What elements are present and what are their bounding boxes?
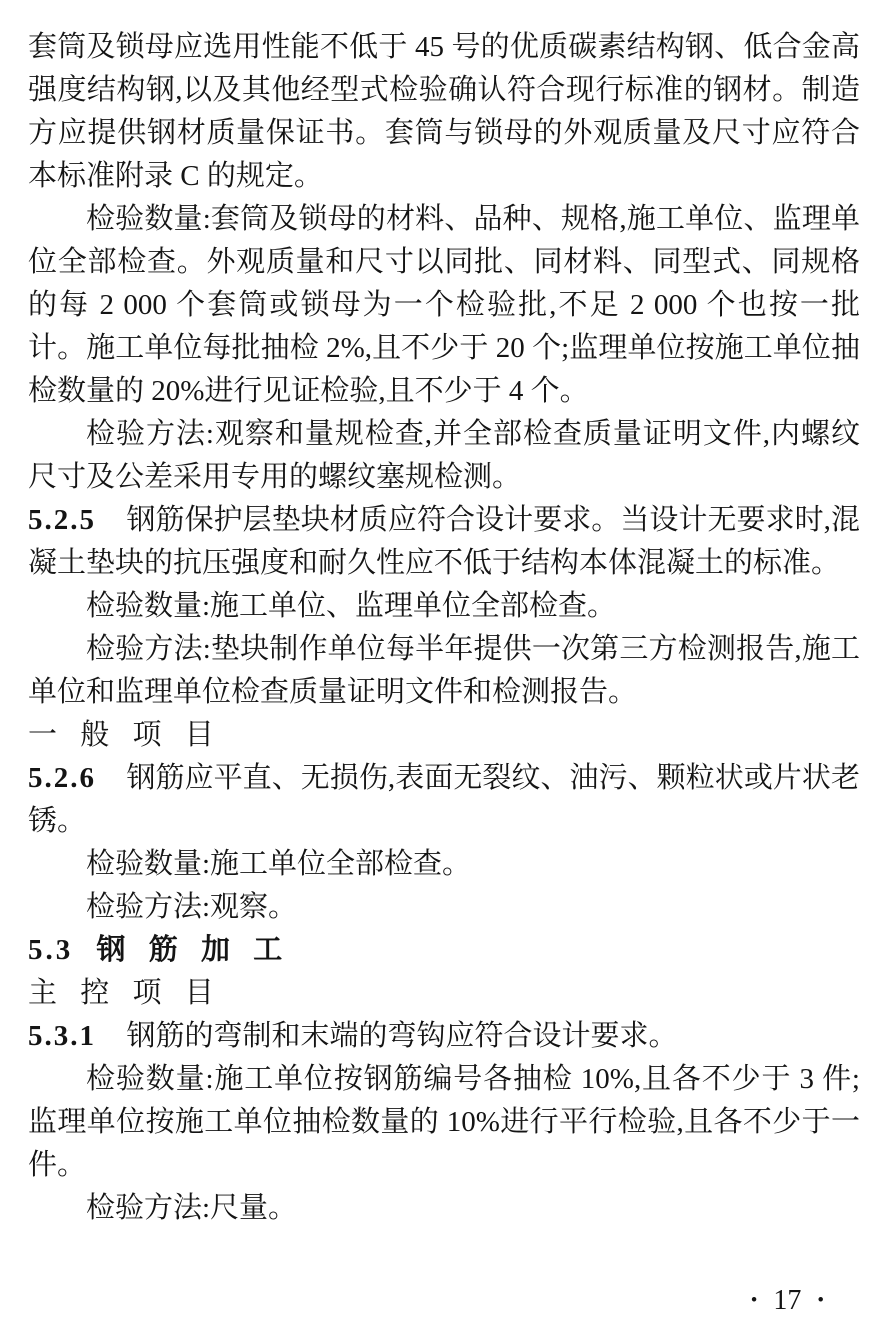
page-number-right-dot-icon: • [817, 1290, 824, 1311]
clause-5-2-5-number: 5.2.5 [28, 504, 96, 536]
clause-5-3-1 [28, 1015, 860, 1058]
section-heading-5-3-number: 5.3 [28, 934, 74, 966]
page-number-value: 17 [773, 1285, 802, 1316]
paragraph-sleeve-material-requirements: 套筒及锁母应选用性能不低于 45 号的优质碳素结构钢、低合金高强度结构钢,以及其他经型式检验确认符合现行标准的钢材。制造方应提供钢材质量保证书。套筒与锁母的外观质量及尺寸应符合本标准附录 C 的规定。 [28, 31, 860, 192]
page-number [751, 1284, 824, 1318]
clause-5-2-5 [28, 499, 860, 585]
paragraph-inspection-method-5-2-6: 检验方法:观察。 [86, 891, 298, 923]
paragraph-inspection-quantity-5-2-5: 检验数量:施工单位、监理单位全部检查。 [86, 590, 617, 622]
clause-5-2-6-number: 5.2.6 [28, 762, 96, 794]
paragraph-inspection-quantity-5-2-6: 检验数量:施工单位全部检查。 [86, 848, 472, 880]
page-body-text [28, 26, 860, 1230]
subheading-dominant-items: 主 控 项 目 [28, 977, 217, 1009]
page-number-left-dot-icon: • [750, 1290, 758, 1311]
section-heading-5-3-title: 钢 筋 加 工 [96, 934, 285, 966]
clause-5-2-6-text: 钢筋应平直、无损伤,表面无裂纹、油污、颗粒状或片状老锈。 [28, 762, 860, 837]
paragraph-inspection-method-sleeves: 检验方法:观察和量规检查,并全部检查质量证明文件,内螺纹尺寸及公差采用专用的螺纹塞规检测。 [28, 418, 860, 493]
clause-5-3-1-number: 5.3.1 [28, 1020, 96, 1052]
section-heading-5-3 [28, 929, 860, 972]
paragraph-inspection-quantity-5-3-1: 检验数量:施工单位按钢筋编号各抽检 10%,且各不少于 3 件;监理单位按施工单位抽检数量的 10%进行平行检验,且各不少于一件。 [28, 1063, 860, 1181]
clause-5-3-1-text: 钢筋的弯制和末端的弯钩应符合设计要求。 [126, 1020, 678, 1052]
subheading-general-items: 一 般 项 目 [28, 719, 217, 751]
paragraph-inspection-quantity-sleeves: 检验数量:套筒及锁母的材料、品种、规格,施工单位、监理单位全部检查。外观质量和尺寸以同批、同材料、同型式、同规格的每 2 000 个套筒或锁母为一个检验批,不足 2 000 个也按一批计。施工单位每批抽检 2%,且不少于 20 个;监理单位按施工单位抽检数量的 20%进行见证检验,且不少于 4 个。 [28, 203, 860, 407]
clause-5-2-5-text: 钢筋保护层垫块材质应符合设计要求。当设计无要求时,混凝土垫块的抗压强度和耐久性应不低于结构本体混凝土的标准。 [28, 504, 860, 579]
clause-5-2-6 [28, 757, 860, 843]
paragraph-inspection-method-5-3-1: 检验方法:尺量。 [86, 1192, 298, 1224]
paragraph-inspection-method-5-2-5: 检验方法:垫块制作单位每半年提供一次第三方检测报告,施工单位和监理单位检查质量证明文件和检测报告。 [28, 633, 860, 708]
